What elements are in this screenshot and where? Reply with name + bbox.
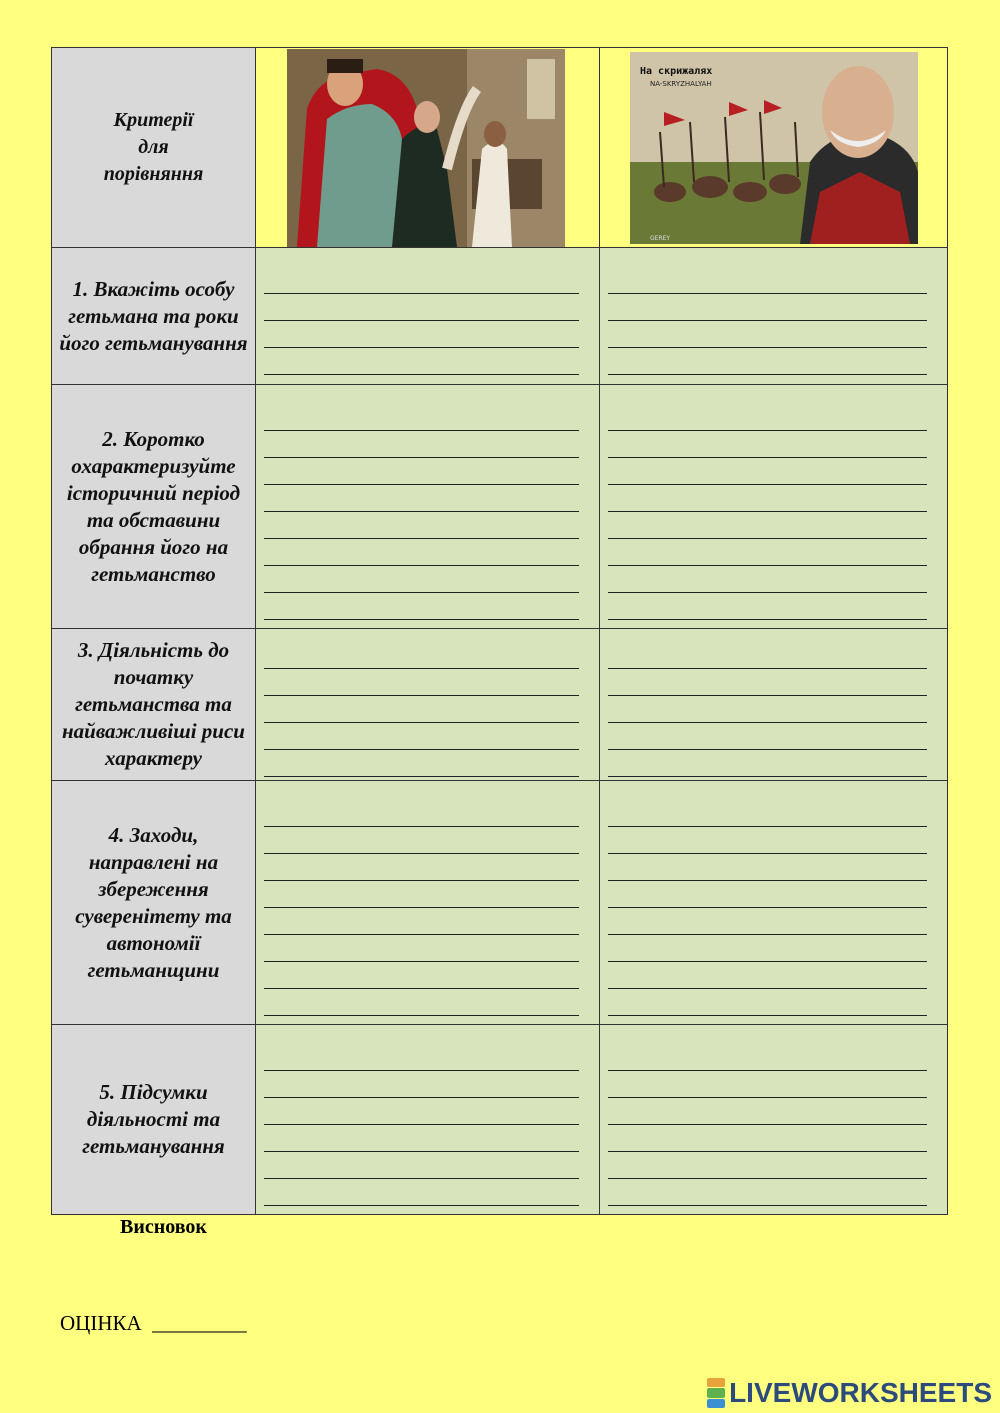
answer-cell-5-b[interactable]	[600, 1025, 948, 1215]
answer-blank-line[interactable]	[264, 642, 579, 669]
criteria-cell-2	[52, 385, 256, 629]
answer-blank-line[interactable]	[608, 512, 927, 539]
answer-lines-5-b[interactable]	[600, 1034, 947, 1206]
answer-blank-line[interactable]	[608, 750, 927, 777]
answer-blank-line[interactable]	[264, 1044, 579, 1071]
answer-blank-line[interactable]	[608, 1152, 927, 1179]
table-row	[52, 629, 948, 781]
answer-blank-line[interactable]	[264, 1179, 579, 1206]
answer-blank-line[interactable]	[608, 1098, 927, 1125]
answer-blank-line[interactable]	[608, 642, 927, 669]
answer-blank-line[interactable]	[608, 294, 927, 321]
criteria-label-1: 1. Вкажіть особу гетьмана та роки його гетьманування	[59, 276, 248, 355]
answer-lines-2-b[interactable]	[600, 394, 947, 620]
answer-blank-line[interactable]	[608, 669, 927, 696]
criteria-label-2: 2. Коротко охарактеризуйте історичний період та обставини обрання його на гетьманство	[66, 426, 241, 586]
answer-blank-line[interactable]	[608, 881, 927, 908]
answer-blank-line[interactable]	[264, 1125, 579, 1152]
answer-blank-line[interactable]	[608, 696, 927, 723]
answer-blank-line[interactable]	[608, 1071, 927, 1098]
answer-lines-2-a[interactable]	[256, 394, 599, 620]
answer-cell-2-a[interactable]	[256, 385, 600, 629]
answer-blank-line[interactable]	[608, 485, 927, 512]
answer-blank-line[interactable]	[608, 593, 927, 620]
answer-blank-line[interactable]	[264, 1152, 579, 1179]
hetman-2-picture-cell	[600, 48, 948, 248]
answer-blank-line[interactable]	[264, 267, 579, 294]
answer-blank-line[interactable]	[264, 404, 579, 431]
answer-blank-line[interactable]	[608, 800, 927, 827]
answer-blank-line[interactable]	[608, 348, 927, 375]
answer-blank-line[interactable]	[608, 321, 927, 348]
hetman-2-painting	[630, 52, 918, 244]
answer-blank-line[interactable]	[264, 566, 579, 593]
answer-blank-line[interactable]	[608, 404, 927, 431]
criteria-label-5: 5. Підсумки діяльності та гетьманування	[82, 1080, 225, 1158]
answer-cell-3-a[interactable]	[256, 629, 600, 781]
criteria-cell-4	[52, 781, 256, 1025]
answer-blank-line[interactable]	[608, 989, 927, 1016]
table-row	[52, 781, 948, 1025]
image2-caption-top: На скрижалях	[639, 65, 712, 77]
answer-blank-line[interactable]	[264, 458, 579, 485]
brand-logo	[707, 1377, 992, 1409]
answer-blank-line[interactable]	[608, 1179, 927, 1206]
answer-blank-line[interactable]	[608, 962, 927, 989]
answer-lines-4-a[interactable]	[256, 790, 599, 1016]
answer-blank-line[interactable]	[264, 800, 579, 827]
answer-blank-line[interactable]	[608, 1044, 927, 1071]
answer-cell-4-b[interactable]	[600, 781, 948, 1025]
answer-blank-line[interactable]	[608, 267, 927, 294]
answer-cell-2-b[interactable]	[600, 385, 948, 629]
answer-blank-line[interactable]	[264, 723, 579, 750]
answer-blank-line[interactable]	[264, 1071, 579, 1098]
answer-cell-3-b[interactable]	[600, 629, 948, 781]
comparison-table	[51, 47, 948, 1215]
answer-lines-3-a[interactable]	[256, 632, 599, 777]
answer-blank-line[interactable]	[264, 750, 579, 777]
answer-blank-line[interactable]	[264, 593, 579, 620]
hetman-1-picture-cell	[256, 48, 600, 248]
image2-caption-sub: NA-SKRYZHALYAH	[649, 79, 712, 88]
criteria-cell-5	[52, 1025, 256, 1215]
image2-signature: GEREY	[649, 234, 670, 242]
answer-blank-line[interactable]	[608, 566, 927, 593]
answer-blank-line[interactable]	[264, 962, 579, 989]
answer-blank-line[interactable]	[264, 935, 579, 962]
criteria-cell-3	[52, 629, 256, 781]
answer-cell-1-a[interactable]	[256, 248, 600, 385]
answer-blank-line[interactable]	[264, 294, 579, 321]
answer-blank-line[interactable]	[264, 908, 579, 935]
answer-cell-5-a[interactable]	[256, 1025, 600, 1215]
answer-blank-line[interactable]	[264, 881, 579, 908]
answer-blank-line[interactable]	[608, 458, 927, 485]
answer-blank-line[interactable]	[264, 321, 579, 348]
answer-blank-line[interactable]	[264, 696, 579, 723]
answer-blank-line[interactable]	[608, 539, 927, 566]
criteria-cell-1	[52, 248, 256, 385]
answer-lines-4-b[interactable]	[600, 790, 947, 1016]
answer-blank-line[interactable]	[608, 723, 927, 750]
answer-blank-line[interactable]	[264, 854, 579, 881]
answer-blank-line[interactable]	[608, 431, 927, 458]
header-row	[52, 48, 948, 248]
brand-name: LIVEWORKSHEETS	[729, 1377, 992, 1408]
hetman-1-painting	[287, 49, 565, 247]
answer-blank-line[interactable]	[608, 1125, 927, 1152]
answer-blank-line[interactable]	[264, 827, 579, 854]
answer-blank-line[interactable]	[264, 512, 579, 539]
table-row	[52, 248, 948, 385]
answer-lines-3-b[interactable]	[600, 632, 947, 777]
criteria-header-label: Критерії для порівняння	[103, 109, 204, 185]
table-row	[52, 1025, 948, 1215]
answer-cell-4-a[interactable]	[256, 781, 600, 1025]
answer-blank-line[interactable]	[264, 989, 579, 1016]
answer-lines-5-a[interactable]	[256, 1034, 599, 1206]
answer-blank-line[interactable]	[264, 431, 579, 458]
answer-lines-1-b[interactable]	[600, 257, 947, 375]
criteria-label-4: 4. Заходи, направлені на збереження суверенітету та автономії гетьманщини	[75, 822, 232, 982]
answer-blank-line[interactable]	[608, 854, 927, 881]
table-row	[52, 385, 948, 629]
answer-blank-line[interactable]	[264, 1098, 579, 1125]
criteria-label-3: 3. Діяльність до початку гетьманства та найважливіші риси характеру	[61, 638, 245, 770]
answer-lines-1-a[interactable]	[256, 257, 599, 375]
answer-blank-line[interactable]	[264, 348, 579, 375]
answer-blank-line[interactable]	[608, 908, 927, 935]
grade-label: ОЦІНКА _________	[60, 1311, 247, 1335]
answer-blank-line[interactable]	[608, 827, 927, 854]
criteria-header-cell	[52, 48, 256, 248]
answer-blank-line[interactable]	[264, 485, 579, 512]
brand-icon	[707, 1378, 725, 1408]
conclusion-label: Висновок	[120, 1216, 207, 1238]
answer-cell-1-b[interactable]	[600, 248, 948, 385]
answer-blank-line[interactable]	[264, 669, 579, 696]
answer-blank-line[interactable]	[264, 539, 579, 566]
answer-blank-line[interactable]	[608, 935, 927, 962]
